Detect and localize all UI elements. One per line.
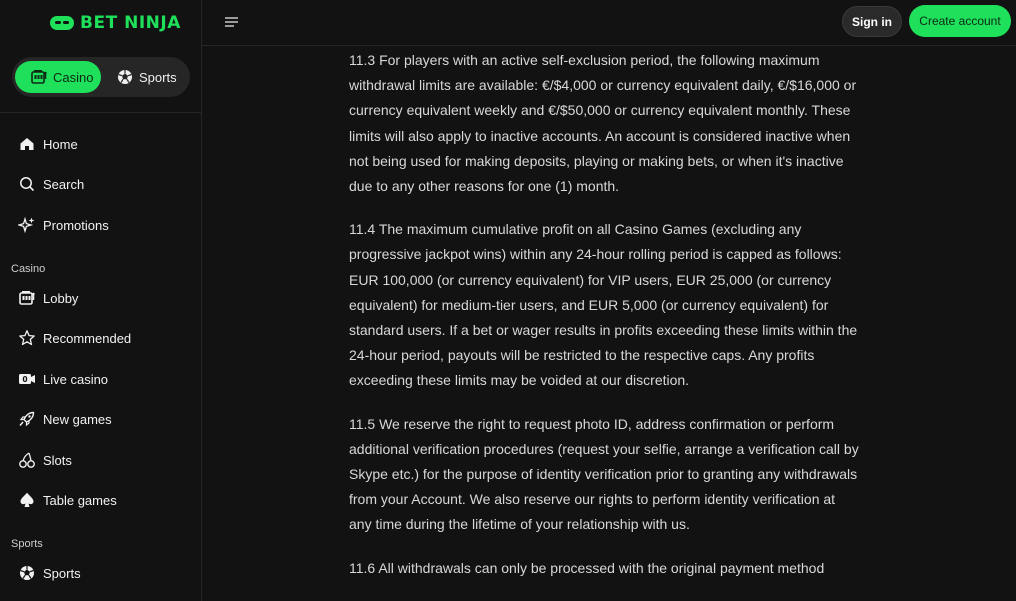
brand-logo[interactable]	[50, 12, 181, 34]
search-icon	[18, 175, 36, 193]
sidebar-item-label: Lobby	[43, 290, 79, 306]
soccer-ball-icon	[18, 564, 36, 582]
soccer-ball-icon	[116, 68, 134, 86]
slot-machine-icon	[18, 289, 36, 307]
sidebar-item-label: Sports	[43, 565, 81, 581]
sports-mode-button[interactable]	[116, 61, 188, 93]
sidebar-item-label: New games	[43, 411, 112, 427]
sports-mode-label: Sports	[139, 69, 177, 85]
star-icon	[18, 329, 36, 347]
live-icon	[18, 370, 36, 388]
spade-icon	[18, 491, 36, 509]
sidebar-item-label: Home	[43, 136, 78, 152]
sidebar-divider	[0, 112, 202, 113]
sidebar-item-promotions[interactable]	[18, 213, 109, 237]
sidebar-item-recommended[interactable]	[18, 326, 131, 350]
sidebar-item-label: Search	[43, 176, 85, 192]
sidebar-item-new-games[interactable]	[18, 407, 112, 431]
casino-mode-button[interactable]	[15, 61, 101, 93]
menu-icon[interactable]	[224, 14, 240, 30]
sidebar-item-slots[interactable]	[18, 448, 72, 472]
terms-paragraph-11-3: 11.3 For players with an active self-exclusion period, the following maximum withdrawal limits are available: €/$4,000 or currency equivalent daily, €/$16,000 or currency equivalent weekly and €/$50,000 or currency equivalent monthly. These limits will also apply to inactive accounts. An account is considered inactive when not being used for making deposits, playing or making bets, or when it's inactive due to any other reasons for one (1) month.	[349, 52, 857, 195]
sidebar-item-label: Slots	[43, 452, 72, 468]
sidebar-item-sports[interactable]	[18, 561, 81, 585]
sidebar-item-lobby[interactable]	[18, 286, 78, 310]
home-icon	[18, 135, 36, 153]
sidebar-item-live-casino[interactable]	[18, 367, 108, 391]
sparkles-icon	[18, 216, 36, 234]
casino-section-label: Casino	[11, 263, 46, 275]
rocket-icon	[18, 410, 36, 428]
ninja-mask-icon	[50, 16, 74, 30]
sidebar-item-search[interactable]	[18, 172, 84, 196]
sidebar-item-label: Promotions	[43, 217, 109, 233]
sidebar-item-label: Recommended	[43, 330, 132, 346]
create-account-button[interactable]: Create account	[909, 5, 1011, 37]
sidebar-item-home[interactable]	[18, 132, 78, 156]
svg-text:0: 0	[22, 375, 28, 384]
brand-name: BET NINJA	[80, 13, 181, 33]
sports-section-label: Sports	[11, 538, 43, 550]
slot-machine-icon	[30, 68, 48, 86]
terms-paragraph-11-5: 11.5 We reserve the right to request photo ID, address confirmation or perform additional verification procedures (request your selfie, arrange a verification call by Skype etc.) for the purpose of identity verification prior to granting any withdrawals from your Account. We also reserve our rights to perform identity verification at any time during the lifetime of your relationship with us.	[349, 415, 859, 533]
sign-in-button[interactable]: Sign in	[842, 6, 902, 37]
sidebar-item-label: Live casino	[43, 371, 109, 387]
terms-paragraph-11-4: 11.4 The maximum cumulative profit on all Casino Games (excluding any progressive jackpot wins) within any 24-hour rolling period is capped as follows: EUR 100,000 (or currency equivalent) for VIP users, EUR 25,000 (or currency equivalent) for medium-tier users, and EUR 5,000 (or currency equivalent) for standard users. If a bet or wager results in profits exceeding these limits within the 24-hour period, payouts will be restricted to the respective caps. Any profits exceeding these limits may be voided at our discretion.	[349, 221, 858, 389]
terms-content	[349, 48, 859, 599]
casino-sports-switch	[12, 57, 190, 97]
sidebar-item-label: Table games	[43, 492, 117, 508]
cherries-icon	[18, 451, 36, 469]
sidebar-item-table-games[interactable]	[18, 488, 117, 512]
casino-mode-label: Casino	[53, 69, 94, 85]
top-bar	[202, 0, 1016, 46]
sidebar	[0, 0, 202, 601]
terms-paragraph-11-6: 11.6 All withdrawals can only be processed with the original payment method	[349, 559, 825, 576]
